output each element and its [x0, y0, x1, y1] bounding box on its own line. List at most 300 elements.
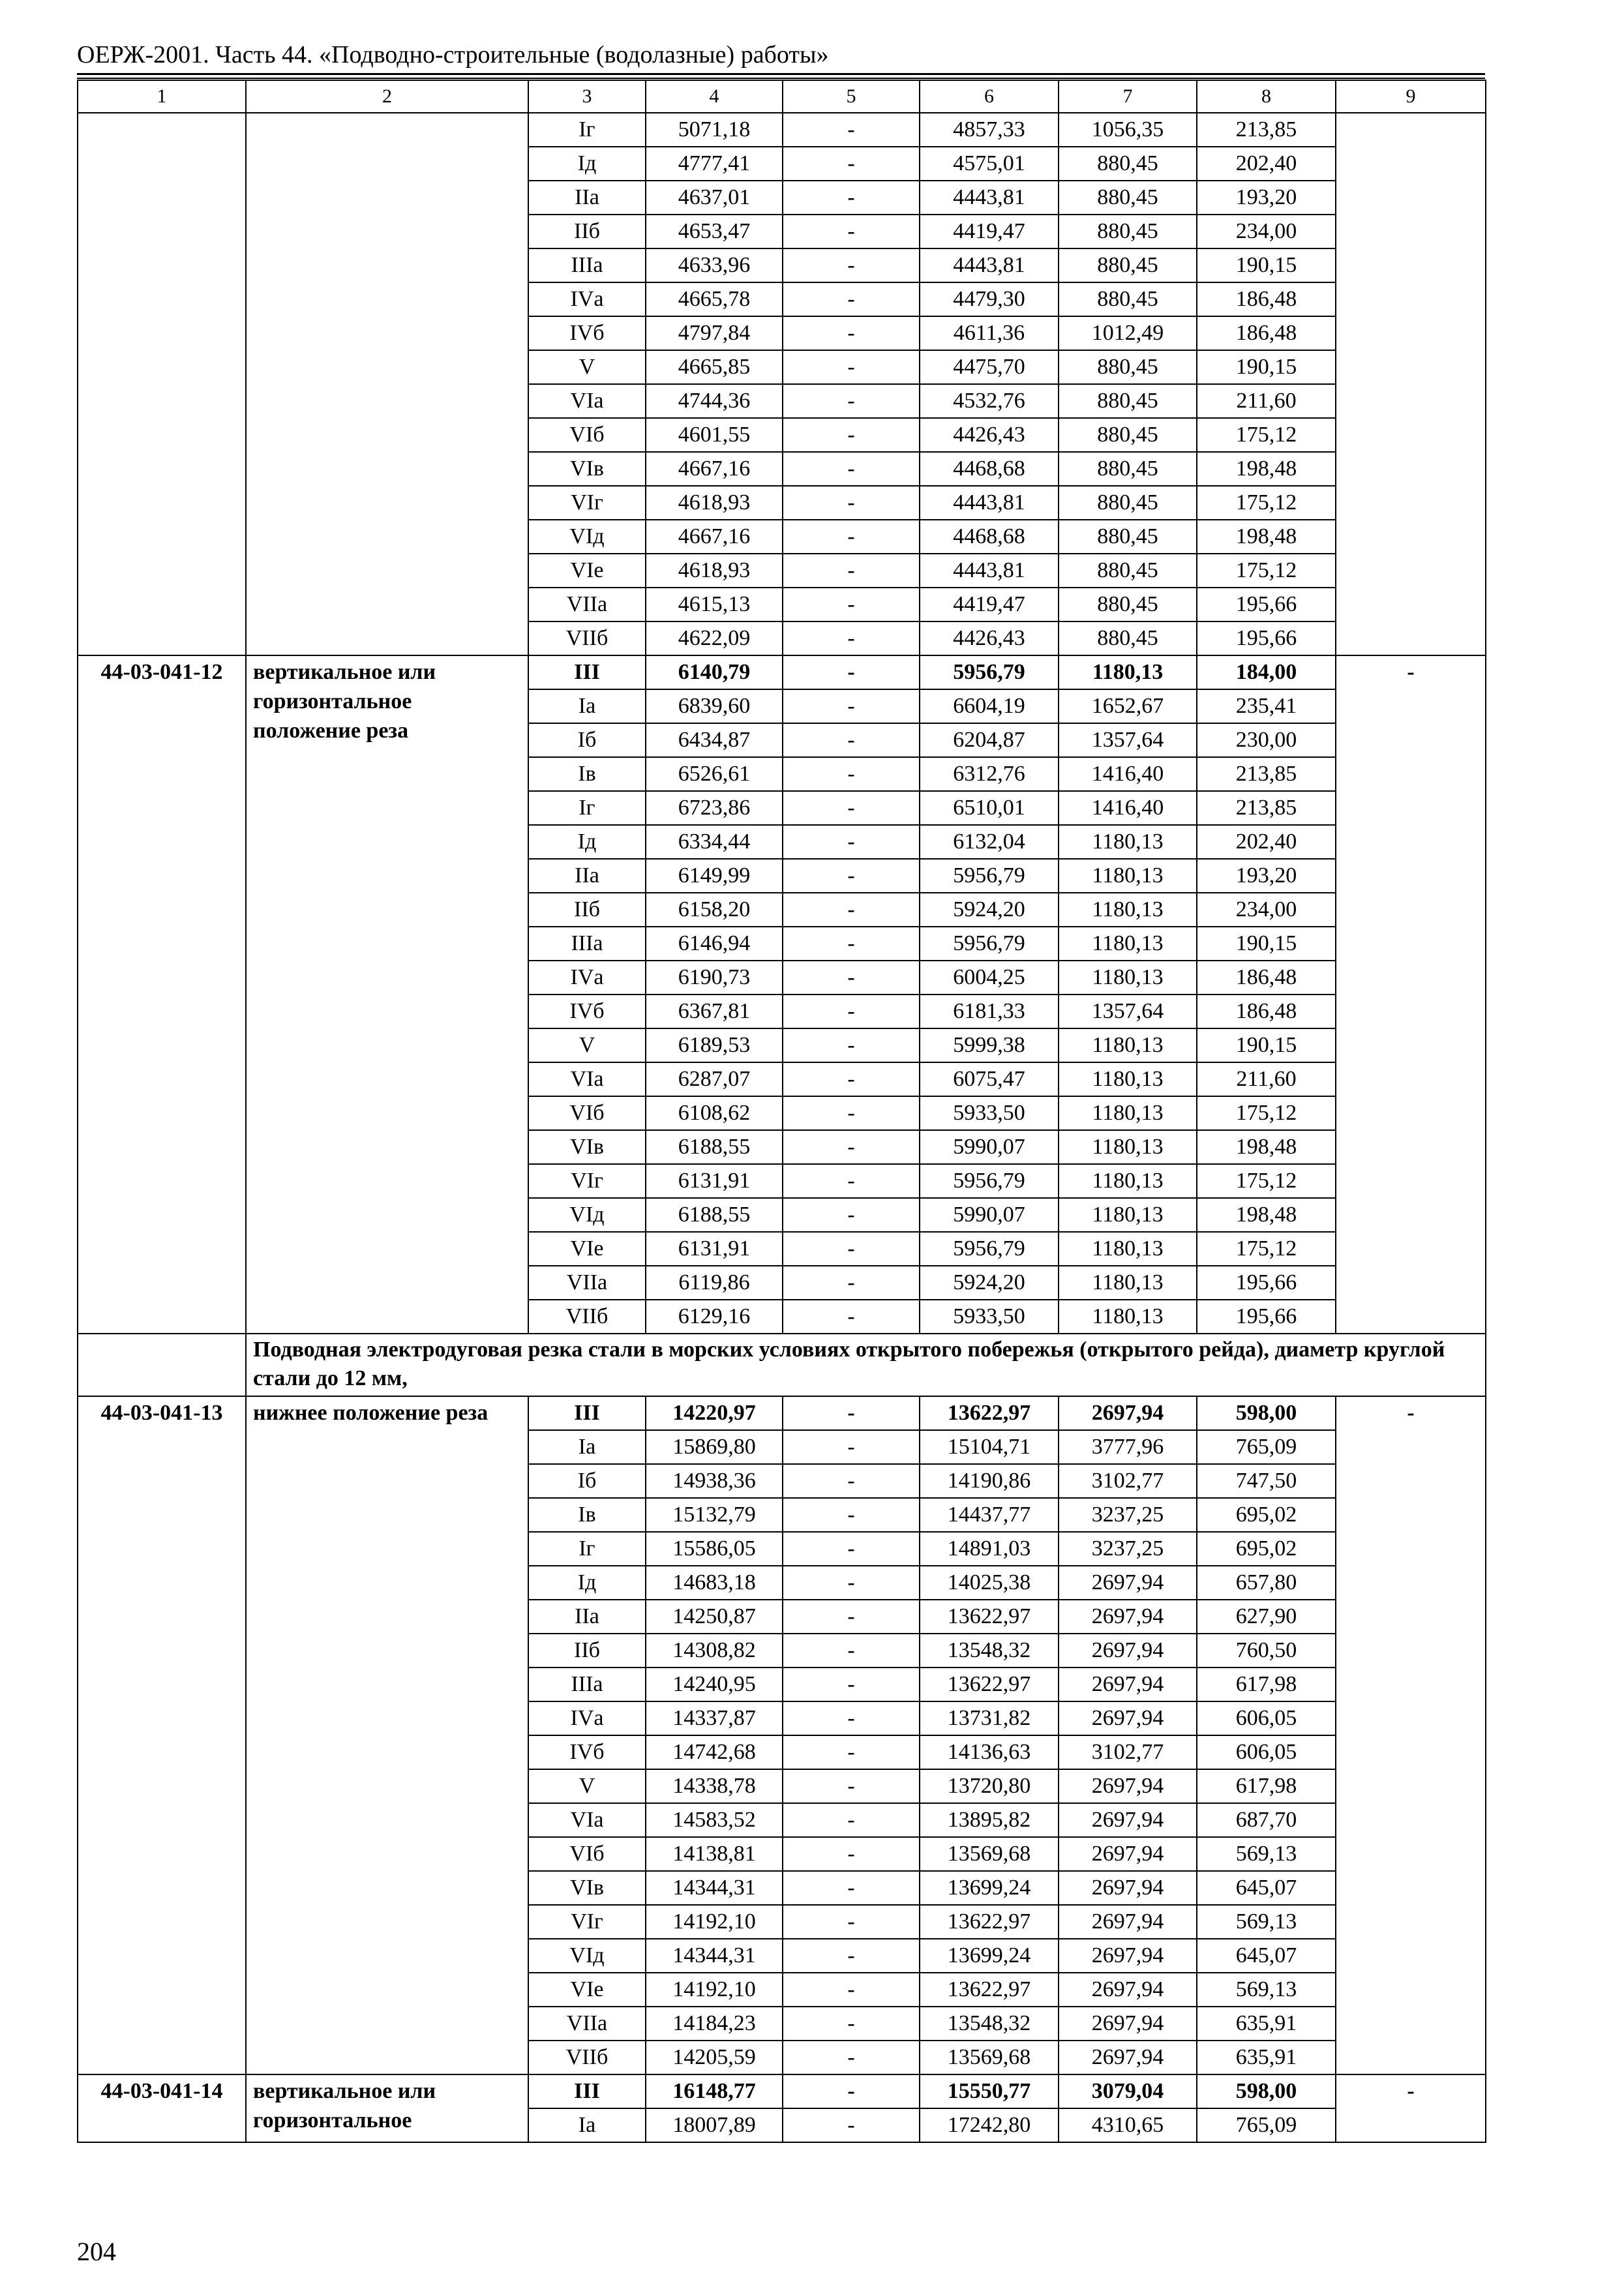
value-cell: 213,85	[1197, 757, 1336, 791]
value-cell: -	[783, 825, 920, 859]
value-cell: 13548,32	[920, 1634, 1059, 1668]
value-cell: 6188,55	[646, 1198, 783, 1232]
value-cell: 5933,50	[920, 1300, 1059, 1334]
value-cell: 2697,94	[1059, 1973, 1197, 2007]
value-cell: 211,60	[1197, 1062, 1336, 1096]
value-cell: IIа	[528, 859, 646, 893]
value-cell: 6131,91	[646, 1232, 783, 1266]
value-cell: 14240,95	[646, 1668, 783, 1701]
value-cell: IIIа	[528, 248, 646, 282]
value-cell: 4637,01	[646, 181, 783, 215]
value-cell: VIа	[528, 384, 646, 418]
value-cell: 235,41	[1197, 689, 1336, 723]
value-cell: Iа	[528, 2108, 646, 2142]
value-cell: 14338,78	[646, 1769, 783, 1803]
value-cell: 2697,94	[1059, 1566, 1197, 1600]
value-cell: 617,98	[1197, 1769, 1336, 1803]
value-cell: -	[783, 621, 920, 655]
value-cell: Iг	[528, 791, 646, 825]
value-cell: IVб	[528, 995, 646, 1028]
value-cell: 1652,67	[1059, 689, 1197, 723]
value-cell: 175,12	[1197, 1164, 1336, 1198]
value-cell: -	[783, 486, 920, 520]
value-cell: -	[783, 2041, 920, 2074]
value-cell: 14192,10	[646, 1973, 783, 2007]
column-number: 8	[1197, 80, 1336, 113]
value-cell: 627,90	[1197, 1600, 1336, 1634]
value-cell: 1180,13	[1059, 893, 1197, 927]
value-cell: 213,85	[1197, 791, 1336, 825]
value-cell: 14138,81	[646, 1837, 783, 1871]
value-cell: -	[783, 1164, 920, 1198]
value-cell: 6510,01	[920, 791, 1059, 825]
value-cell: 5990,07	[920, 1130, 1059, 1164]
page-number: 204	[77, 2237, 116, 2266]
value-cell: 6839,60	[646, 689, 783, 723]
value-cell: 4622,09	[646, 621, 783, 655]
value-cell: 14437,77	[920, 1498, 1059, 1532]
value-cell: 14344,31	[646, 1939, 783, 1973]
value-cell: 186,48	[1197, 316, 1336, 350]
value-cell: III	[528, 1396, 646, 1430]
section-title: Подводная электродуговая резка стали в морских условиях открытого побережья (открытого рейда), диаметр круглой стали до 12 мм,	[246, 1334, 1486, 1396]
value-cell: -	[783, 1130, 920, 1164]
value-cell: 4475,70	[920, 350, 1059, 384]
value-cell: 1180,13	[1059, 655, 1197, 689]
value-cell: -	[783, 520, 920, 554]
value-cell: 880,45	[1059, 350, 1197, 384]
value-cell: -	[783, 1973, 920, 2007]
value-cell: 880,45	[1059, 554, 1197, 588]
value-cell: 14136,63	[920, 1735, 1059, 1769]
value-cell: -	[783, 2108, 920, 2142]
value-cell: 1180,13	[1059, 1300, 1197, 1334]
value-cell: 6604,19	[920, 689, 1059, 723]
value-cell: 5999,38	[920, 1028, 1059, 1062]
value-cell: 13622,97	[920, 1973, 1059, 2007]
value-cell: 880,45	[1059, 588, 1197, 621]
value-cell: 14205,59	[646, 2041, 783, 2074]
value-cell: VIIб	[528, 2041, 646, 2074]
value-cell: IIа	[528, 1600, 646, 1634]
description-cell: вертикальное или горизонтальное	[246, 2074, 528, 2142]
value-cell: 4468,68	[920, 452, 1059, 486]
value-cell: 14192,10	[646, 1905, 783, 1939]
value-cell: 15104,71	[920, 1430, 1059, 1464]
value-cell: -	[783, 1430, 920, 1464]
value-cell: 6181,33	[920, 995, 1059, 1028]
value-cell: 2697,94	[1059, 1905, 1197, 1939]
value-cell: 211,60	[1197, 384, 1336, 418]
value-cell: 635,91	[1197, 2041, 1336, 2074]
value-cell: VIб	[528, 1837, 646, 1871]
value-cell: 5071,18	[646, 113, 783, 147]
value-cell: 6131,91	[646, 1164, 783, 1198]
value-cell: -	[783, 316, 920, 350]
section-spacer	[78, 1334, 246, 1396]
value-cell: Iв	[528, 1498, 646, 1532]
value-cell: 880,45	[1059, 621, 1197, 655]
value-cell: IIIа	[528, 1668, 646, 1701]
value-cell: -	[783, 1566, 920, 1600]
value-cell: IIIа	[528, 927, 646, 961]
value-cell: 657,80	[1197, 1566, 1336, 1600]
value-cell: 2697,94	[1059, 2041, 1197, 2074]
value-cell: 3102,77	[1059, 1464, 1197, 1498]
value-cell: 4611,36	[920, 316, 1059, 350]
value-cell: -	[783, 723, 920, 757]
value-cell: Iб	[528, 723, 646, 757]
rates-table	[77, 80, 1486, 2143]
value-cell: 15132,79	[646, 1498, 783, 1532]
value-cell: IVа	[528, 961, 646, 995]
value-cell: III	[528, 2074, 646, 2108]
value-cell: 4797,84	[646, 316, 783, 350]
value-cell: -	[783, 1464, 920, 1498]
value-cell: 16148,77	[646, 2074, 783, 2108]
value-cell: VIIа	[528, 1266, 646, 1300]
value-cell: 765,09	[1197, 1430, 1336, 1464]
value-cell: 6189,53	[646, 1028, 783, 1062]
value-cell: 193,20	[1197, 859, 1336, 893]
value-cell: 6723,86	[646, 791, 783, 825]
value-cell: 1180,13	[1059, 1062, 1197, 1096]
value-cell: -	[783, 1769, 920, 1803]
description-cell: нижнее положение реза	[246, 1396, 528, 2074]
value-cell: Iд	[528, 1566, 646, 1600]
value-cell: 617,98	[1197, 1668, 1336, 1701]
value-cell: 5933,50	[920, 1096, 1059, 1130]
value-cell: -	[783, 1532, 920, 1566]
value-cell: 6334,44	[646, 825, 783, 859]
value-cell: Iб	[528, 1464, 646, 1498]
value-cell: -	[783, 655, 920, 689]
value-cell: 4665,85	[646, 350, 783, 384]
value-cell: 2697,94	[1059, 2007, 1197, 2041]
value-cell: VIе	[528, 554, 646, 588]
value-cell: IIа	[528, 181, 646, 215]
value-cell: -	[783, 689, 920, 723]
value-cell: -	[783, 1396, 920, 1430]
value-cell: 765,09	[1197, 2108, 1336, 2142]
value-cell: -	[783, 418, 920, 452]
value-cell: 202,40	[1197, 825, 1336, 859]
value-cell: 2697,94	[1059, 1600, 1197, 1634]
value-cell: VIб	[528, 1096, 646, 1130]
value-cell: 234,00	[1197, 215, 1336, 248]
value-cell: 4618,93	[646, 486, 783, 520]
value-cell: -	[783, 350, 920, 384]
value-cell: 5956,79	[920, 927, 1059, 961]
value-cell: 5924,20	[920, 1266, 1059, 1300]
value-cell: 747,50	[1197, 1464, 1336, 1498]
value-cell: 645,07	[1197, 1871, 1336, 1905]
value-cell: 6287,07	[646, 1062, 783, 1096]
value-cell: 14250,87	[646, 1600, 783, 1634]
value-cell: VIа	[528, 1062, 646, 1096]
value-cell: Iд	[528, 825, 646, 859]
value-cell: 6526,61	[646, 757, 783, 791]
value-cell: 1012,49	[1059, 316, 1197, 350]
value-cell: 14683,18	[646, 1566, 783, 1600]
value-cell: IVа	[528, 282, 646, 316]
value-cell: VIа	[528, 1803, 646, 1837]
table-row	[78, 1396, 1486, 1430]
value-cell: 14220,97	[646, 1396, 783, 1430]
value-cell: 195,66	[1197, 588, 1336, 621]
value-cell: Iг	[528, 1532, 646, 1566]
value-cell: -	[783, 1498, 920, 1532]
column-number: 4	[646, 80, 783, 113]
value-cell: 14184,23	[646, 2007, 783, 2041]
value-cell: 4667,16	[646, 520, 783, 554]
value-cell: VIIа	[528, 588, 646, 621]
value-cell: Iа	[528, 689, 646, 723]
code-cell: 44-03-041-14	[78, 2074, 246, 2142]
value-cell: IVб	[528, 316, 646, 350]
value-cell: 1180,13	[1059, 859, 1197, 893]
value-cell: 1180,13	[1059, 825, 1197, 859]
value-cell: 6108,62	[646, 1096, 783, 1130]
value-cell: 880,45	[1059, 384, 1197, 418]
value-cell: 6204,87	[920, 723, 1059, 757]
value-cell: 6188,55	[646, 1130, 783, 1164]
value-cell: -	[783, 2007, 920, 2041]
value-cell: 2697,94	[1059, 1634, 1197, 1668]
value-cell: VIг	[528, 1164, 646, 1198]
value-cell: -	[783, 757, 920, 791]
value-cell: Iг	[528, 113, 646, 147]
value-cell: 4443,81	[920, 248, 1059, 282]
column-number: 9	[1336, 80, 1486, 113]
value-cell: 4633,96	[646, 248, 783, 282]
value-cell: 687,70	[1197, 1803, 1336, 1837]
value-cell: 695,02	[1197, 1498, 1336, 1532]
value-cell: 15869,80	[646, 1430, 783, 1464]
value-cell: 190,15	[1197, 1028, 1336, 1062]
value-cell: -	[783, 1198, 920, 1232]
value-cell: 13699,24	[920, 1939, 1059, 1973]
description-cell-empty	[246, 113, 528, 655]
value-cell: 202,40	[1197, 147, 1336, 181]
value-cell: 13569,68	[920, 2041, 1059, 2074]
value-cell: -	[783, 147, 920, 181]
value-cell: 186,48	[1197, 995, 1336, 1028]
value-cell: 2697,94	[1059, 1396, 1197, 1430]
value-cell: 5956,79	[920, 859, 1059, 893]
value-cell: 14891,03	[920, 1532, 1059, 1566]
value-cell: VIд	[528, 1939, 646, 1973]
value-cell: 645,07	[1197, 1939, 1336, 1973]
value-cell: 2697,94	[1059, 1701, 1197, 1735]
value-cell: 1180,13	[1059, 1130, 1197, 1164]
value-cell: 13720,80	[920, 1769, 1059, 1803]
value-cell: -	[783, 384, 920, 418]
value-cell: 569,13	[1197, 1905, 1336, 1939]
value-cell: 4443,81	[920, 554, 1059, 588]
value-cell: 606,05	[1197, 1701, 1336, 1735]
value-cell: 4426,43	[920, 418, 1059, 452]
column-number: 2	[246, 80, 528, 113]
value-cell: VIб	[528, 418, 646, 452]
value-cell: 4857,33	[920, 113, 1059, 147]
value-cell: III	[528, 655, 646, 689]
value-cell: 880,45	[1059, 486, 1197, 520]
value-cell: 6312,76	[920, 757, 1059, 791]
value-cell: -	[783, 1837, 920, 1871]
value-cell: 13548,32	[920, 2007, 1059, 2041]
column-number: 6	[920, 80, 1059, 113]
value-cell: 1180,13	[1059, 1096, 1197, 1130]
value-cell: 5924,20	[920, 893, 1059, 927]
value-cell: 6149,99	[646, 859, 783, 893]
value-cell: V	[528, 350, 646, 384]
value-cell: -	[783, 927, 920, 961]
value-cell: VIв	[528, 1130, 646, 1164]
value-cell: 2697,94	[1059, 1769, 1197, 1803]
value-cell: 569,13	[1197, 1837, 1336, 1871]
value-cell: 880,45	[1059, 418, 1197, 452]
value-cell: -	[783, 2074, 920, 2108]
code-cell-empty	[78, 113, 246, 655]
value-cell: 2697,94	[1059, 1837, 1197, 1871]
value-cell: -	[783, 554, 920, 588]
value-cell: 598,00	[1197, 1396, 1336, 1430]
value-cell: 6367,81	[646, 995, 783, 1028]
value-cell: 198,48	[1197, 1198, 1336, 1232]
value-cell: IVб	[528, 1735, 646, 1769]
value-cell: 1180,13	[1059, 961, 1197, 995]
table-row	[78, 655, 1486, 689]
value-cell: 14308,82	[646, 1634, 783, 1668]
value-cell: 18007,89	[646, 2108, 783, 2142]
value-cell: 598,00	[1197, 2074, 1336, 2108]
value-cell: 6119,86	[646, 1266, 783, 1300]
value-cell: Iв	[528, 757, 646, 791]
value-cell: 880,45	[1059, 520, 1197, 554]
value-cell: 1416,40	[1059, 757, 1197, 791]
value-cell: 4419,47	[920, 215, 1059, 248]
value-cell: 6004,25	[920, 961, 1059, 995]
value-cell: 6190,73	[646, 961, 783, 995]
value-cell: -	[783, 1028, 920, 1062]
value-cell: 175,12	[1197, 1096, 1336, 1130]
value-cell: 880,45	[1059, 147, 1197, 181]
value-cell: 760,50	[1197, 1634, 1336, 1668]
value-cell: 2697,94	[1059, 1871, 1197, 1905]
value-cell: 1180,13	[1059, 1164, 1197, 1198]
value-cell: 6075,47	[920, 1062, 1059, 1096]
value-cell: -	[783, 113, 920, 147]
value-cell: 14938,36	[646, 1464, 783, 1498]
value-cell: 1056,35	[1059, 113, 1197, 147]
value-cell: -	[783, 1062, 920, 1096]
value-cell: VIг	[528, 1905, 646, 1939]
value-cell: -	[783, 1668, 920, 1701]
value-cell: 1357,64	[1059, 723, 1197, 757]
value-cell: -	[783, 961, 920, 995]
value-cell: 13699,24	[920, 1871, 1059, 1905]
value-cell: 186,48	[1197, 282, 1336, 316]
value-cell: 198,48	[1197, 452, 1336, 486]
value-cell: IVа	[528, 1701, 646, 1735]
header-rule	[77, 73, 1485, 75]
value-cell: 4310,65	[1059, 2108, 1197, 2142]
value-cell: VIе	[528, 1973, 646, 2007]
note-cell: -	[1336, 2074, 1486, 2142]
value-cell: IIб	[528, 215, 646, 248]
value-cell: 13895,82	[920, 1803, 1059, 1837]
value-cell: -	[783, 1600, 920, 1634]
value-cell: VIв	[528, 1871, 646, 1905]
value-cell: -	[783, 1701, 920, 1735]
value-cell: 2697,94	[1059, 1803, 1197, 1837]
value-cell: VIг	[528, 486, 646, 520]
page-header: ОЕРЖ-2001. Часть 44. «Подводно-строительные (водолазные) работы»	[77, 41, 829, 68]
value-cell: 230,00	[1197, 723, 1336, 757]
value-cell: 880,45	[1059, 452, 1197, 486]
value-cell: 5956,79	[920, 1164, 1059, 1198]
value-cell: -	[783, 1232, 920, 1266]
value-cell: VIIа	[528, 2007, 646, 2041]
value-cell: 198,48	[1197, 1130, 1336, 1164]
value-cell: 13622,97	[920, 1668, 1059, 1701]
value-cell: -	[783, 791, 920, 825]
value-cell: Iа	[528, 1430, 646, 1464]
value-cell: 175,12	[1197, 1232, 1336, 1266]
value-cell: 195,66	[1197, 621, 1336, 655]
value-cell: 4665,78	[646, 282, 783, 316]
value-cell: -	[783, 282, 920, 316]
note-cell: -	[1336, 1396, 1486, 2074]
value-cell: 4601,55	[646, 418, 783, 452]
header-rule-secondary	[77, 78, 1485, 79]
value-cell: 15586,05	[646, 1532, 783, 1566]
value-cell: -	[783, 1735, 920, 1769]
value-cell: 4744,36	[646, 384, 783, 418]
value-cell: VIд	[528, 520, 646, 554]
value-cell: -	[783, 1803, 920, 1837]
value-cell: 5990,07	[920, 1198, 1059, 1232]
value-cell: -	[783, 1266, 920, 1300]
value-cell: -	[783, 995, 920, 1028]
value-cell: 213,85	[1197, 113, 1336, 147]
value-cell: 195,66	[1197, 1266, 1336, 1300]
value-cell: 13622,97	[920, 1396, 1059, 1430]
value-cell: 175,12	[1197, 418, 1336, 452]
value-cell: 13731,82	[920, 1701, 1059, 1735]
value-cell: Iд	[528, 147, 646, 181]
value-cell: VIв	[528, 452, 646, 486]
value-cell: 14344,31	[646, 1871, 783, 1905]
value-cell: 190,15	[1197, 927, 1336, 961]
value-cell: 195,66	[1197, 1300, 1336, 1334]
value-cell: IIб	[528, 893, 646, 927]
value-cell: -	[783, 1871, 920, 1905]
value-cell: VIIб	[528, 1300, 646, 1334]
value-cell: 13569,68	[920, 1837, 1059, 1871]
table-row	[78, 2074, 1486, 2108]
value-cell: 2697,94	[1059, 1939, 1197, 1973]
value-cell: 880,45	[1059, 181, 1197, 215]
value-cell: 198,48	[1197, 520, 1336, 554]
value-cell: 4468,68	[920, 520, 1059, 554]
value-cell: VIе	[528, 1232, 646, 1266]
value-cell: 1180,13	[1059, 1028, 1197, 1062]
value-cell: 3237,25	[1059, 1532, 1197, 1566]
value-cell: 6434,87	[646, 723, 783, 757]
value-cell: 14025,38	[920, 1566, 1059, 1600]
